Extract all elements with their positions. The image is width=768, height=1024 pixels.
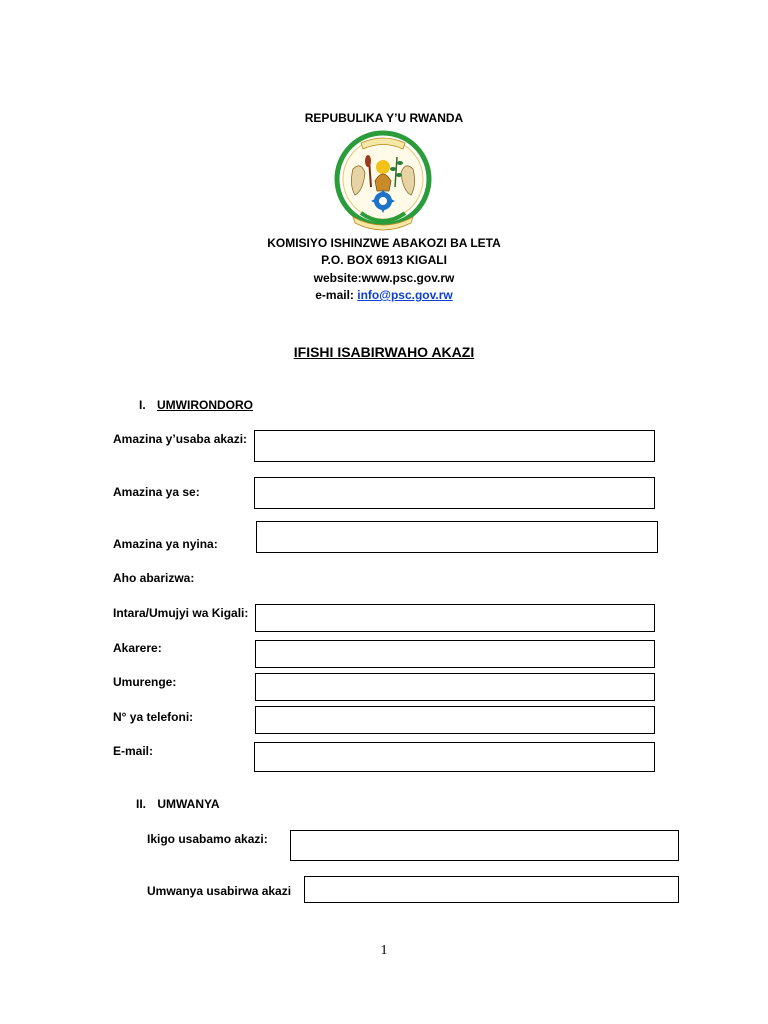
applicant-name-field[interactable]: [254, 430, 655, 462]
sector-label: Umurenge:: [113, 675, 177, 689]
mother-name-label: Amazina ya nyina:: [113, 537, 218, 551]
section-2-number: II.: [136, 797, 147, 811]
position-field[interactable]: [304, 876, 679, 903]
province-label: Intara/Umujyi wa Kigali:: [113, 606, 249, 620]
institution-label: Ikigo usabamo akazi:: [147, 832, 268, 846]
section-2-title: UMWANYA: [157, 797, 220, 811]
province-field[interactable]: [255, 604, 655, 632]
section-1-number: I.: [139, 398, 146, 412]
header-email-link[interactable]: info@psc.gov.rw: [357, 288, 453, 302]
father-name-label: Amazina ya se:: [113, 485, 200, 499]
phone-label: N° ya telefoni:: [113, 710, 194, 724]
position-label: Umwanya usabirwa akazi: [147, 884, 292, 898]
email-field[interactable]: [254, 742, 655, 772]
page-number: 1: [380, 943, 388, 958]
section-2-heading: [136, 797, 220, 811]
rwanda-coat-of-arms-icon: [331, 129, 435, 235]
district-field[interactable]: [255, 640, 655, 668]
section-1-heading: [139, 398, 253, 412]
mother-name-field[interactable]: [256, 521, 658, 553]
header-website: website:www.psc.gov.rw: [313, 271, 455, 285]
father-name-field[interactable]: [254, 477, 655, 509]
institution-field[interactable]: [290, 830, 679, 861]
phone-field[interactable]: [255, 706, 655, 734]
header-country: REPUBULIKA Y’U RWANDA: [304, 111, 464, 125]
applicant-name-label: Amazina y’usaba akazi:: [113, 432, 248, 446]
address-heading: Aho abarizwa:: [113, 571, 195, 585]
email-label: E-mail:: [113, 744, 154, 758]
header-email-label: e-mail:: [315, 288, 354, 302]
form-title: IFISHI ISABIRWAHO AKAZI: [293, 344, 475, 360]
section-1-title: UMWIRONDORO: [157, 398, 254, 412]
header-po-box: P.O. BOX 6913 KIGALI: [321, 253, 447, 267]
header-email-line: [0, 287, 768, 304]
sector-field[interactable]: [255, 673, 655, 701]
header-commission: KOMISIYO ISHINZWE ABAKOZI BA LETA: [267, 236, 501, 250]
district-label: Akarere:: [113, 641, 162, 655]
